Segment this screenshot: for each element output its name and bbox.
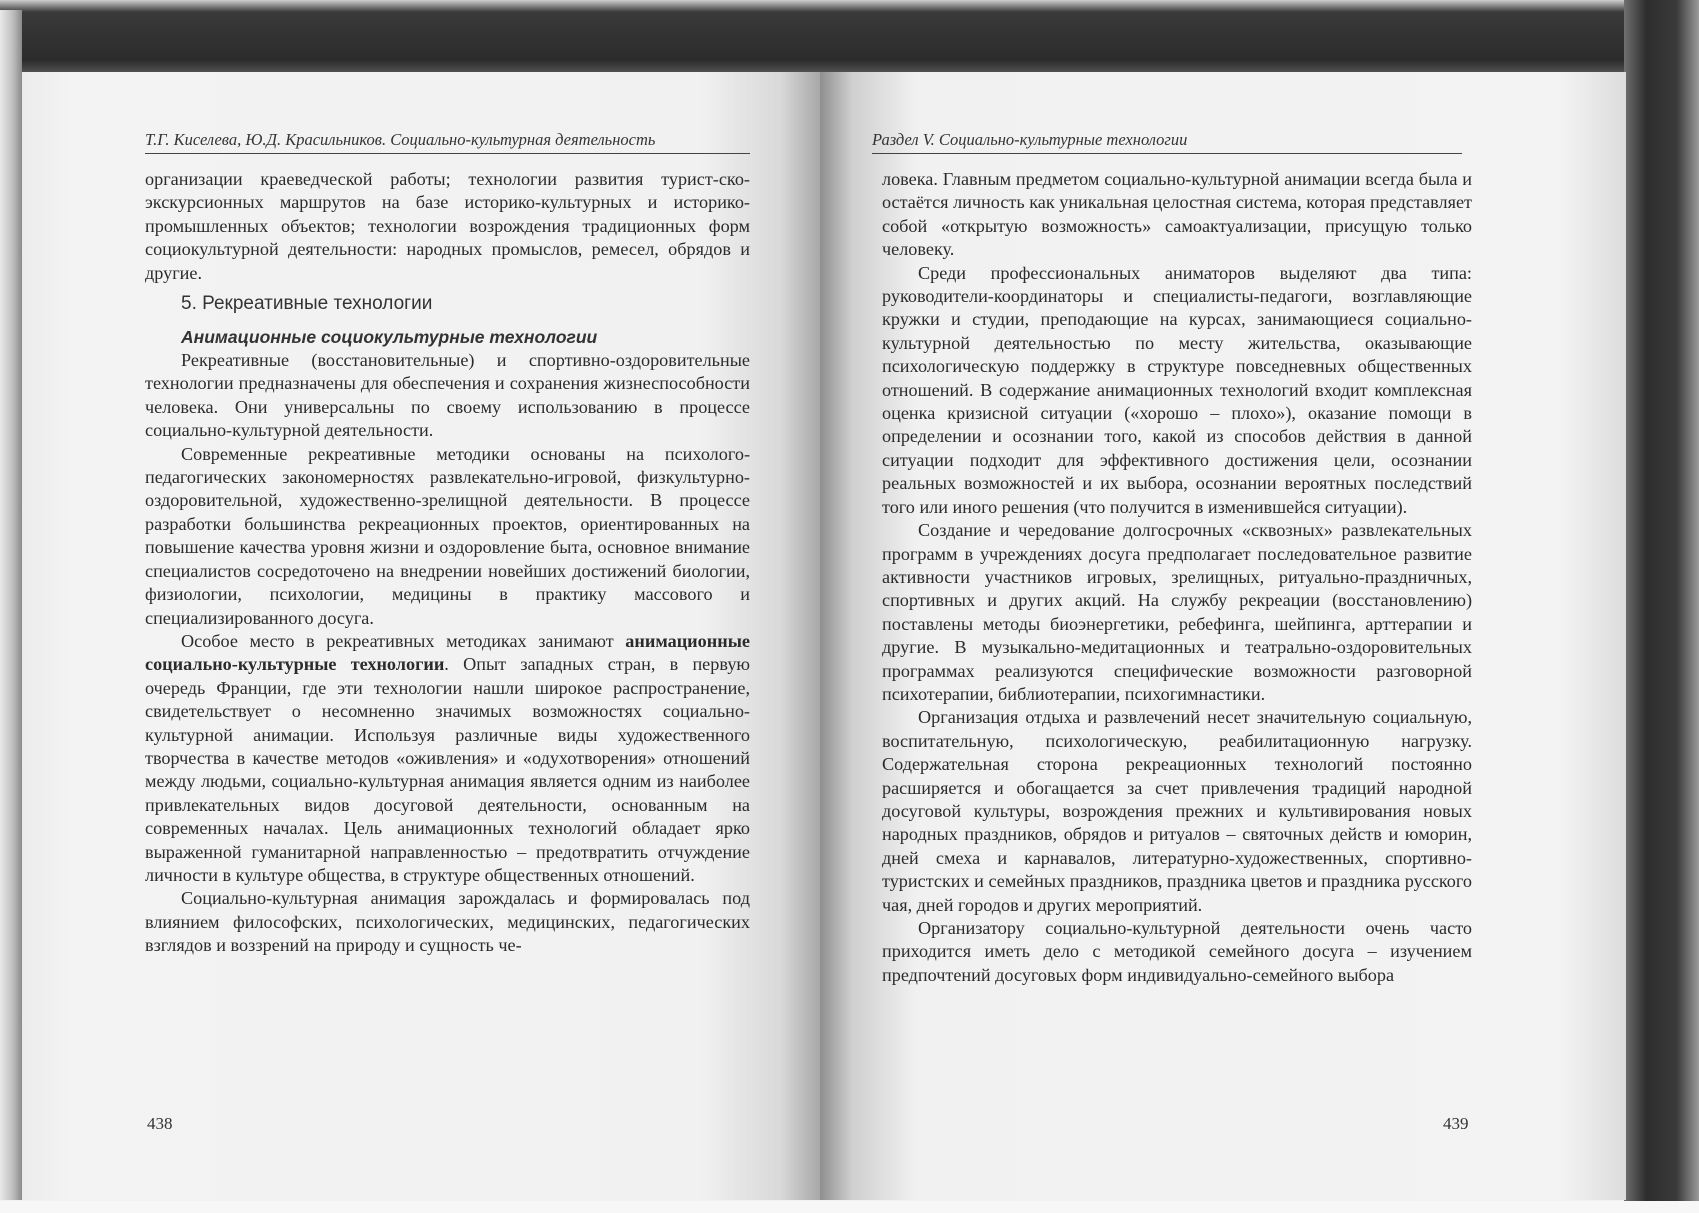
book-left-edge	[0, 10, 22, 1200]
right-paragraph-5: Организатору социально-культурной деятельности очень часто приходится иметь дело с методикой семейного досуга – изучением предпочтений досуговых форм индивидуально-семейного выбора	[882, 918, 1472, 985]
right-paragraph-3: Создание и чередование долгосрочных «сквозных» развлекательных программ в учреждениях досуга предполагает последовательное развитие активности участников игровых, зрелищных, ритуально-праздничных, спортивных и других акций. На службу рекреации (восстановлению) поставлены методы биоэнергетики, ребефинга, шейпинга, арттерапии и другие. В музыкально-медитационных и театрально-оздоровительных программах реализуются специфические возможности разговорной психотерапии, библиотерапии, психогимнастики.	[882, 520, 1472, 704]
left-paragraph-4: Социально-культурная анимация зарождалась и формировалась под влиянием философских, психологических, медицинских, педагогических взглядов и воззрений на природу и сущность че-	[145, 888, 750, 956]
section-heading: 5. Рекреативные технологии	[181, 293, 433, 315]
left-text-block	[145, 168, 750, 958]
right-paragraph-4: Организация отдыха и развлечений несет значительную социальную, воспитательную, психологическую, реабилитационную нагрузку. Содержательная сторона рекреационных технологий постоянно расширяется и обогащается за счет привлечения традиций народной досуговой культуры, возрождения прежних и культивирования новых народных праздников, обрядов и ритуалов – святочных действ и юморин, дней смеха и карнавалов, литературно-художественных, спортивно-туристских и семейных праздников, праздника цветов и праздника русского чая, дней городов и других мероприятий.	[882, 707, 1472, 915]
left-intro-paragraph: организации краеведческой работы; технологии развития турист-ско-экскурсионных маршрутов на базе историко-культурных и историко-промышленных объектов; технологии возрождения традиционных форм социокультурной деятельности: народных промыслов, ремесел, обрядов и другие.	[145, 169, 750, 283]
right-page-number: 439	[1443, 1114, 1469, 1133]
left-paragraph-1: Рекреативные (восстановительные) и спортивно-оздоровительные технологии предназначены для обеспечения и сохранения жизнеспособности человека. Они универсальны по своему использованию в процессе социально-культурной деятельности.	[145, 350, 750, 441]
left-paragraph-2: Современные рекреативные методики основаны на психолого-педагогических закономерностях развлекательно-игровой, физкультурно-оздоровительной, художественно-зрелищной деятельности. В процессе разработки большинства рекреационных проектов, ориентированных на повышение качества уровня жизни и оздоровление быта, основное внимание специалистов сосредоточено на внедрении новейших достижений биологии, физиологии, психологии, медицины в практику массового и специализированного досуга.	[145, 443, 750, 628]
left-page-number: 438	[147, 1114, 173, 1133]
right-page	[820, 72, 1626, 1200]
right-text-block	[882, 168, 1472, 987]
book-right-edge	[1624, 0, 1699, 1213]
left-running-head: Т.Г. Киселева, Ю.Д. Красильников. Социально-культурная деятельность	[145, 130, 750, 154]
paragraph-3-bold-term: анимационные социально-культурные технологии	[145, 630, 750, 675]
left-paragraph-3	[145, 630, 750, 887]
paragraph-3-start: Особое место в рекреативных методиках занимают	[181, 630, 626, 651]
right-paragraph-1: ловека. Главным предметом социально-культурной анимации всегда была и остаётся личность как уникальная целостная система, которая представляет собой «открытую возможность» самоактуализации, присущую только человеку.	[882, 169, 1472, 260]
scanner-bottom-margin	[0, 1201, 1699, 1213]
right-paragraph-2: Среди профессиональных аниматоров выделяют два типа: руководители-координаторы и специалисты-педагоги, возглавляющие кружки и студии, преподающие на курсах, занимающиеся социально-культурной деятельностью по месту жительства, оказывающие психологическую поддержку в структуре повседневных общественных отношений. В содержание анимационных технологий входит комплексная оценка кризисной ситуации («хорошо – плохо»), оказание помощи в определении и осознании того, какой из способов действия в данной ситуации подходит для эффективного достижения цели, осознании реальных возможностей и их выбора, осознании вероятных последствий того или иного решения (что получится в изменившейся ситуации).	[882, 262, 1472, 517]
left-page	[22, 72, 820, 1200]
right-running-head: Раздел V. Социально-культурные технологии	[872, 130, 1462, 154]
paragraph-3-end: . Опыт западных стран, в первую очередь Франции, где эти технологии нашли широкое распространение, свидетельствует о несомненно значимых возможностях социально-культурной анимации. Используя различные виды художественного творчества в качестве методов «оживления» и «одухотворения» отношений между людьми, социально-культурная анимация является одним из наиболее привлекательных видов досуговой деятельности, основанным на современных началах. Цель анимационных технологий обладает ярко выраженной гуманитарной направленностью – предотвратить отчуждение личности в культуре общества, в структуре общественных отношений.	[145, 654, 750, 885]
subsection-heading: Анимационные социокультурные технологии	[181, 327, 598, 348]
scanner-top-shadow	[0, 0, 1699, 80]
